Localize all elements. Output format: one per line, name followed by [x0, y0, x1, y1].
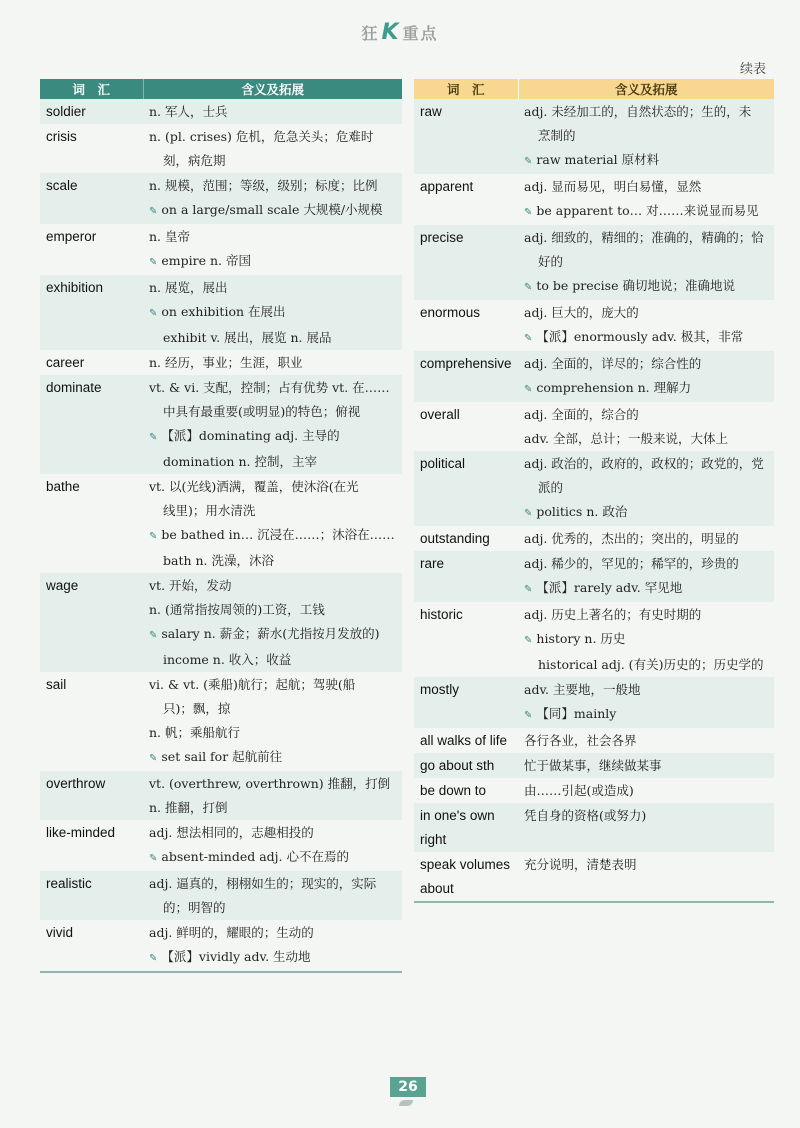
meaning-line	[149, 499, 398, 523]
vocab-row	[40, 350, 402, 375]
vocab-word: rare	[414, 551, 518, 602]
line-text: 好的	[538, 254, 564, 269]
extension-line	[149, 249, 398, 275]
vocab-row	[40, 275, 402, 350]
vocab-meaning	[518, 451, 774, 526]
meaning-line	[524, 603, 770, 627]
extension-line	[149, 424, 398, 450]
header-meaning: 含义及拓展	[518, 79, 774, 99]
pencil-icon: ✎	[149, 531, 158, 542]
pencil-icon: ✎	[524, 384, 533, 395]
meaning-line	[524, 403, 770, 427]
pencil-icon: ✎	[524, 156, 533, 167]
vocab-meaning	[518, 677, 774, 728]
vocab-word: speak volumes about	[414, 852, 518, 902]
vocab-word: soldier	[40, 99, 143, 124]
vocab-meaning	[518, 753, 774, 778]
extension-line	[149, 198, 398, 224]
line-text: historical adj. (有关)历史的；历史学的	[538, 657, 764, 672]
meaning-line	[149, 598, 398, 622]
extension-line	[149, 622, 398, 648]
line-text: bath n. 洗澡，沐浴	[163, 553, 274, 568]
meaning-line	[149, 673, 398, 697]
line-text: adv. 主要地，一般地	[524, 682, 641, 697]
line-text: adv. 全部，总计；一般来说，大体上	[524, 431, 728, 446]
vocab-row	[414, 602, 774, 677]
line-text: adj. 政治的，政府的，政权的；政党的，党	[524, 456, 764, 471]
pencil-icon: ✎	[524, 282, 533, 293]
vocab-word: all walks of life	[420, 733, 508, 748]
line-text: adj. 逼真的，栩栩如生的；现实的，实际	[149, 876, 377, 891]
vocab-word: dominate	[40, 375, 143, 474]
vocab-meaning	[518, 526, 774, 551]
vocab-body-right	[414, 99, 774, 902]
extension-line	[149, 945, 398, 971]
line-text: history n. 历史	[536, 631, 626, 646]
vocab-word: realistic	[40, 871, 143, 920]
page-number: 26	[390, 1077, 426, 1097]
vocab-meaning	[143, 124, 402, 173]
line-text: vt. 开始，发动	[149, 578, 232, 593]
line-text: n. 军人，士兵	[149, 104, 228, 119]
line-text: 烹制的	[538, 128, 576, 143]
vocab-row	[40, 173, 402, 224]
pencil-icon: ✎	[524, 635, 533, 646]
extension-line	[524, 199, 770, 225]
meaning-line	[149, 450, 398, 474]
meaning-line	[524, 754, 770, 778]
vocab-meaning	[518, 551, 774, 602]
meaning-line	[524, 804, 770, 828]
meaning-line	[524, 427, 770, 451]
line-text: absent-minded adj. 心不在焉的	[161, 849, 350, 864]
vocab-row	[40, 771, 402, 820]
vocab-word: be down to	[420, 783, 487, 798]
line-text: 【派】enormously adv. 极其，非常	[536, 329, 744, 344]
line-text: n. 推翻，打倒	[149, 800, 228, 815]
meaning-line	[524, 175, 770, 199]
vocab-row	[40, 99, 402, 124]
vocab-meaning	[143, 224, 402, 275]
extension-line	[524, 376, 770, 402]
meaning-line	[149, 326, 398, 350]
line-text: be apparent to… 对……来说显而易见	[536, 203, 759, 218]
vocab-word: bathe	[46, 479, 80, 494]
extension-line	[149, 300, 398, 326]
meaning-line	[524, 452, 770, 476]
leaf-icon	[399, 1100, 413, 1106]
line-text: politics n. 政治	[536, 504, 628, 519]
vocab-meaning	[518, 351, 774, 402]
meaning-line	[149, 174, 398, 198]
vocab-meaning	[518, 300, 774, 351]
meaning-line	[149, 697, 398, 721]
line-text: vt. 以(光线)洒满，覆盖，使沐浴(在光	[149, 479, 359, 494]
vocab-row	[40, 871, 402, 920]
line-text: adj. 细致的，精细的；准确的，精确的；恰	[524, 230, 764, 245]
extension-line	[524, 274, 770, 300]
vocab-table-left	[40, 79, 402, 973]
vocab-row	[414, 174, 774, 225]
line-text: 刻，病危期	[163, 153, 226, 168]
extension-line	[524, 627, 770, 653]
meaning-line	[524, 301, 770, 325]
line-text: domination n. 控制，主宰	[163, 454, 317, 469]
pencil-icon: ✎	[149, 953, 158, 964]
line-text: to be precise 确切地说；准确地说	[536, 278, 735, 293]
line-text: n. 经历，事业；生涯，职业	[149, 355, 303, 370]
meaning-line	[524, 250, 770, 274]
meaning-line	[524, 653, 770, 677]
line-text: vt. & vi. 支配，控制；占有优势 vt. 在……	[149, 380, 390, 395]
meaning-line	[524, 678, 770, 702]
meaning-line	[149, 351, 398, 375]
vocab-word: precise	[414, 225, 518, 300]
line-text: 由……引起(或造成)	[524, 783, 634, 798]
pencil-icon: ✎	[524, 207, 533, 218]
vocab-word: historic	[420, 607, 463, 622]
line-text: empire n. 帝国	[161, 253, 251, 268]
meaning-line	[149, 821, 398, 845]
table-header-row	[414, 79, 774, 99]
vocab-row	[40, 375, 402, 474]
vocab-meaning	[518, 803, 774, 852]
vocab-word: vivid	[40, 920, 143, 972]
vocab-row	[40, 573, 402, 672]
line-text: 充分说明，清楚表明	[524, 857, 637, 872]
meaning-line	[149, 772, 398, 796]
line-text: adj. 未经加工的，自然状态的；生的，未	[524, 104, 752, 119]
vocab-row	[414, 300, 774, 351]
vocab-meaning	[518, 174, 774, 225]
meaning-line	[149, 549, 398, 573]
extension-line	[524, 500, 770, 526]
extension-line	[524, 702, 770, 728]
vocab-meaning	[143, 820, 402, 871]
vocab-word: comprehensive	[414, 351, 518, 402]
line-text: n. 规模，范围；等级，级别；标度；比例	[149, 178, 378, 193]
vocab-word: mostly	[414, 677, 518, 728]
header-meaning: 含义及拓展	[143, 79, 402, 99]
meaning-line	[149, 149, 398, 173]
vocab-row	[414, 778, 774, 803]
vocab-row	[40, 672, 402, 771]
pencil-icon: ✎	[149, 432, 158, 443]
vocab-row	[414, 402, 774, 451]
line-text: n. 展览，展出	[149, 280, 228, 295]
line-text: n. (通常指按周领的)工资，工钱	[149, 602, 325, 617]
line-text: 【同】mainly	[536, 706, 617, 721]
continued-label: 续表	[739, 62, 766, 77]
line-text: adj. 全面的，综合的	[524, 407, 639, 422]
extension-line	[524, 325, 770, 351]
vocab-word: enormous	[420, 305, 481, 320]
line-text: n. 帆；乘船航行	[149, 725, 240, 740]
line-text: 只)；飘，掠	[163, 701, 231, 716]
meaning-line	[149, 921, 398, 945]
meaning-line	[524, 100, 770, 124]
pencil-icon: ✎	[149, 630, 158, 641]
meaning-line	[149, 376, 398, 400]
header-word: 词 汇	[40, 79, 143, 99]
extension-line	[524, 148, 770, 174]
vocab-row	[414, 803, 774, 852]
brand-right: 重点	[402, 24, 439, 43]
meaning-line	[149, 225, 398, 249]
vocab-meaning	[143, 474, 402, 573]
vocab-word: career	[46, 355, 85, 370]
meaning-line	[149, 475, 398, 499]
vocab-word: scale	[40, 173, 143, 224]
meaning-line	[149, 574, 398, 598]
vocab-meaning	[518, 852, 774, 902]
pencil-icon: ✎	[149, 308, 158, 319]
header-word: 词 汇	[414, 79, 518, 99]
meaning-line	[524, 476, 770, 500]
vocab-meaning	[143, 275, 402, 350]
vocab-meaning	[518, 602, 774, 677]
extension-line	[149, 845, 398, 871]
meaning-line	[524, 552, 770, 576]
vocab-word: crisis	[46, 129, 77, 144]
line-text: 各行各业，社会各界	[524, 733, 637, 748]
line-text: 忙于做某事，继续做某事	[524, 758, 662, 773]
meaning-line	[149, 100, 398, 124]
meaning-line	[524, 124, 770, 148]
vocab-word: overall	[420, 407, 460, 422]
vocab-row	[414, 677, 774, 728]
vocab-row	[414, 753, 774, 778]
line-text: 凭自身的资格(或努力)	[524, 808, 647, 823]
meaning-line	[149, 276, 398, 300]
pencil-icon: ✎	[524, 508, 533, 519]
line-text: adj. 巨大的，庞大的	[524, 305, 639, 320]
vocab-row	[40, 124, 402, 173]
meaning-line	[149, 400, 398, 424]
vocab-word: go about sth	[414, 753, 518, 778]
vocab-word: political	[414, 451, 518, 526]
vocab-row	[414, 551, 774, 602]
meaning-line	[149, 721, 398, 745]
vocab-table-right	[414, 79, 774, 903]
pencil-icon: ✎	[149, 853, 158, 864]
vocab-word: apparent	[420, 179, 474, 194]
vocab-meaning	[143, 375, 402, 474]
line-text: vt. (overthrew, overthrown) 推翻，打倒	[149, 776, 391, 791]
line-text: 线里)；用水清洗	[163, 503, 256, 518]
vocab-word: in one's own right	[414, 803, 518, 852]
line-text: on a large/small scale 大规模/小规模	[161, 202, 383, 217]
line-text: adj. 全面的，详尽的；综合性的	[524, 356, 702, 371]
vocab-meaning	[143, 771, 402, 820]
vocab-row	[414, 451, 774, 526]
line-text: salary n. 薪金；薪水(尤指按月发放的)	[161, 626, 380, 641]
line-text: income n. 收入；收益	[163, 652, 292, 667]
line-text: set sail for 起航前往	[161, 749, 283, 764]
meaning-line	[524, 226, 770, 250]
line-text: 【派】vividly adv. 生动地	[161, 949, 311, 964]
vocab-word: like-minded	[46, 825, 116, 840]
vocab-meaning	[518, 778, 774, 803]
extension-line	[149, 745, 398, 771]
line-text: n. 皇帝	[149, 229, 190, 244]
vocab-meaning	[143, 920, 402, 972]
brand-left: 狂	[361, 24, 380, 43]
pencil-icon: ✎	[524, 333, 533, 344]
vocab-row	[414, 526, 774, 551]
line-text: adj. 显而易见，明白易懂，显然	[524, 179, 702, 194]
meaning-line	[149, 872, 398, 896]
vocab-meaning	[143, 99, 402, 124]
line-text: vi. & vt. (乘船)航行；起航；驾驶(船	[149, 677, 356, 692]
pencil-icon: ✎	[149, 257, 158, 268]
meaning-line	[524, 853, 770, 877]
vocab-row	[40, 474, 402, 573]
line-text: on exhibition 在展出	[161, 304, 286, 319]
meaning-line	[524, 527, 770, 551]
extension-line	[149, 523, 398, 549]
meaning-line	[524, 352, 770, 376]
vocab-row	[414, 351, 774, 402]
vocab-meaning	[143, 573, 402, 672]
vocab-meaning	[143, 672, 402, 771]
vocab-word: raw	[414, 99, 518, 174]
vocab-word: emperor	[46, 229, 97, 244]
vocab-word: sail	[46, 677, 67, 692]
vocab-word: overthrow	[40, 771, 143, 820]
pencil-icon: ✎	[149, 206, 158, 217]
brand-logo	[0, 20, 800, 45]
vocab-body-left	[40, 99, 402, 972]
line-text: exhibit v. 展出，展览 n. 展品	[163, 330, 332, 345]
line-text: be bathed in… 沉浸在……；沐浴在……	[161, 527, 395, 542]
vocab-meaning	[143, 173, 402, 224]
vocab-meaning	[518, 402, 774, 451]
line-text: 的；明智的	[163, 900, 226, 915]
vocab-row	[40, 224, 402, 275]
brand-k: K	[381, 20, 401, 45]
line-text: raw material 原材料	[536, 152, 660, 167]
meaning-line	[149, 648, 398, 672]
vocab-meaning	[518, 99, 774, 174]
meaning-line	[149, 796, 398, 820]
pencil-icon: ✎	[149, 753, 158, 764]
line-text: comprehension n. 理解力	[536, 380, 692, 395]
meaning-line	[524, 729, 770, 753]
line-text: adj. 稀少的，罕见的；稀罕的，珍贵的	[524, 556, 739, 571]
meaning-line	[149, 125, 398, 149]
line-text: 派的	[538, 480, 564, 495]
line-text: adj. 想法相同的，志趣相投的	[149, 825, 314, 840]
vocab-row	[40, 820, 402, 871]
line-text: adj. 优秀的，杰出的；突出的，明显的	[524, 531, 739, 546]
vocab-row	[414, 225, 774, 300]
line-text: adj. 历史上著名的；有史时期的	[524, 607, 702, 622]
vocab-row	[414, 852, 774, 902]
meaning-line	[149, 896, 398, 920]
line-text: n. (pl. crises) 危机，危急关头；危难时	[149, 129, 374, 144]
vocab-row	[40, 920, 402, 972]
vocab-meaning	[518, 728, 774, 753]
meaning-line	[524, 779, 770, 803]
extension-line	[524, 576, 770, 602]
line-text: 【派】rarely adv. 罕见地	[536, 580, 683, 595]
table-header-row	[40, 79, 402, 99]
vocab-word: exhibition	[40, 275, 143, 350]
vocab-meaning	[518, 225, 774, 300]
vocab-meaning	[143, 350, 402, 375]
line-text: 【派】dominating adj. 主导的	[161, 428, 340, 443]
vocab-row	[414, 728, 774, 753]
pencil-icon: ✎	[524, 710, 533, 721]
line-text: 中具有最重要(或明显)的特色；俯视	[163, 404, 361, 419]
vocab-meaning	[143, 871, 402, 920]
pencil-icon: ✎	[524, 584, 533, 595]
vocab-word: wage	[40, 573, 143, 672]
vocab-word: outstanding	[420, 531, 490, 546]
vocab-row	[414, 99, 774, 174]
line-text: adj. 鲜明的，耀眼的；生动的	[149, 925, 314, 940]
